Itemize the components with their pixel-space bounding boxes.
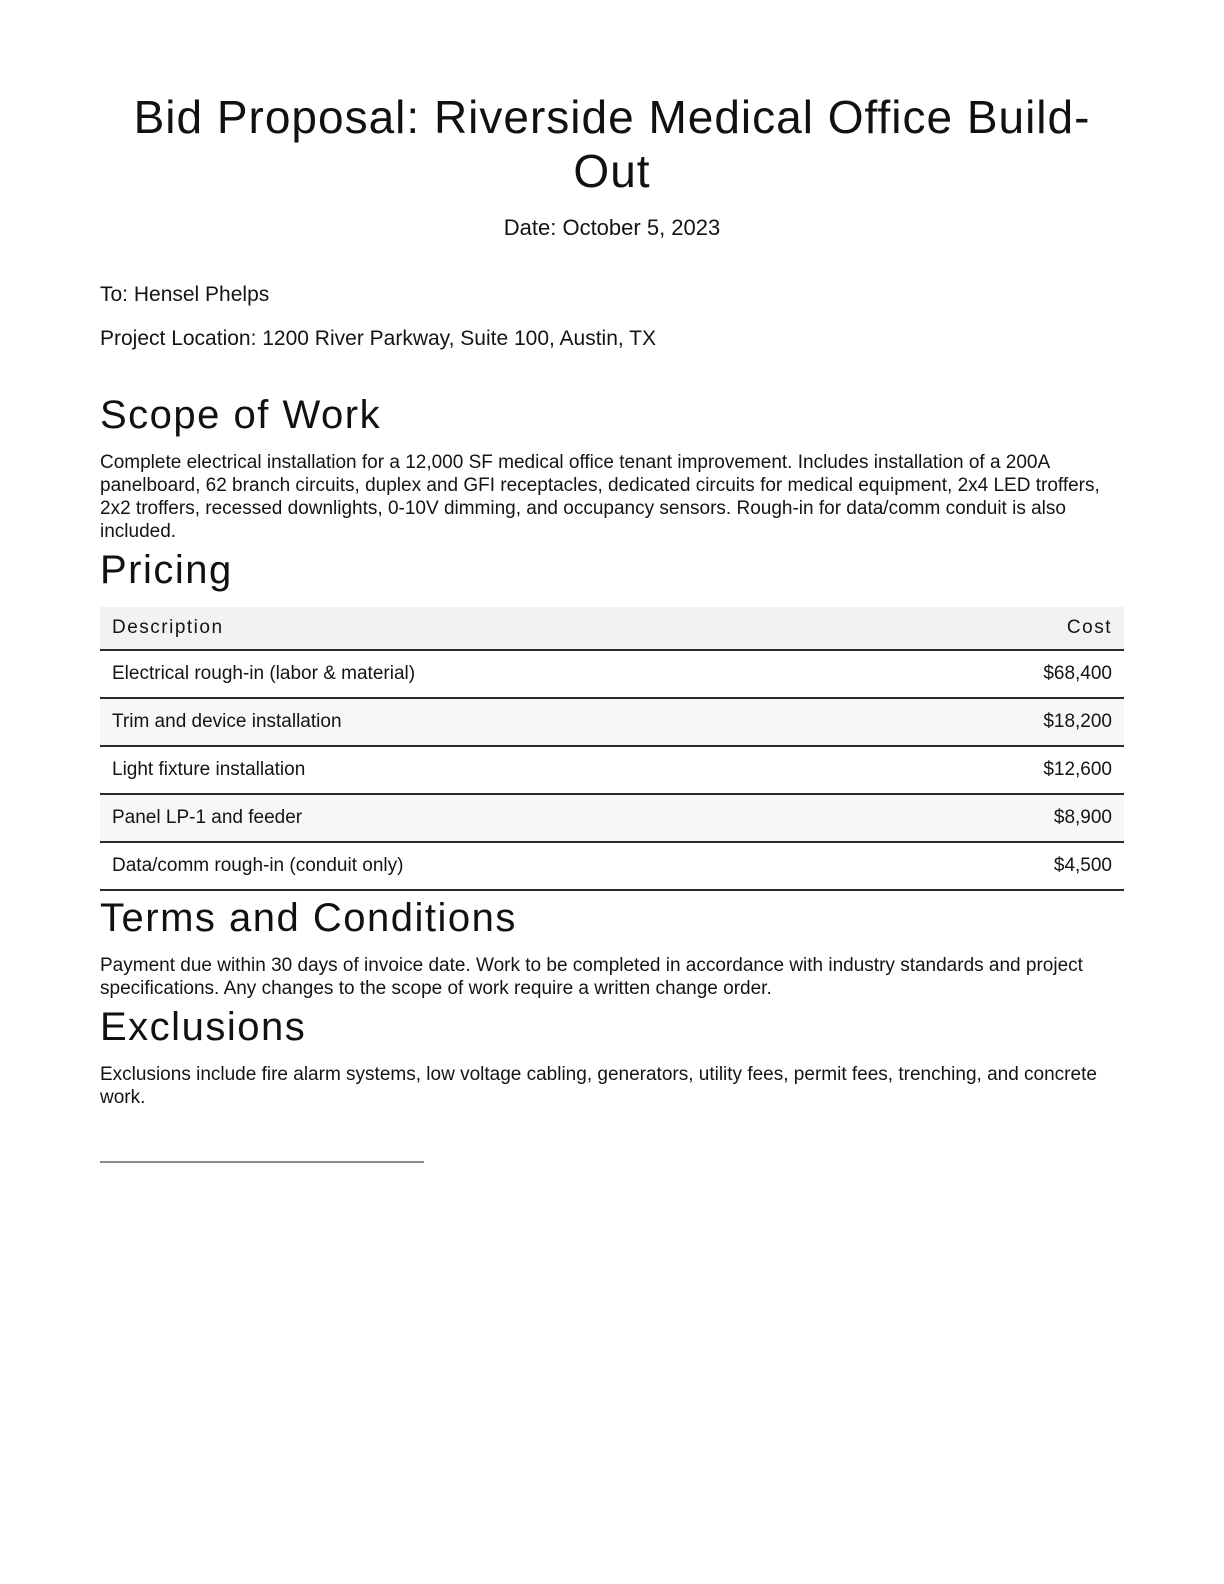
- row-cost: $8,900: [898, 794, 1124, 842]
- project-location-line: Project Location: 1200 River Parkway, Suite 100, Austin, TX: [100, 327, 657, 350]
- pricing-table-header-row: [100, 607, 1124, 650]
- pricing-header-description: Description: [100, 607, 898, 650]
- table-row: [100, 794, 1124, 842]
- table-row: [100, 842, 1124, 890]
- row-description: Light fixture installation: [100, 746, 898, 794]
- scope-of-work-body: Complete electrical installation for a 12,000 SF medical office tenant improvement. Includes installation of a 200A panelboard, 62 branch circuits, duplex and GFI receptacles, dedicated circuits for medical equipment, 2x4 LED troffers, 2x2 troffers, recessed downlights, 0-10V dimming, and occupancy sensors. Rough-in for data/comm conduit is also included.: [100, 452, 1100, 542]
- terms-and-conditions-heading: Terms and Conditions: [100, 896, 517, 940]
- document-content: [0, 90, 1224, 1163]
- pricing-heading: Pricing: [100, 548, 233, 592]
- terms-and-conditions-body: Payment due within 30 days of invoice date. Work to be completed in accordance with industry standards and project specifications. Any changes to the scope of work require a written change order.: [100, 955, 1083, 999]
- row-cost: $18,200: [898, 698, 1124, 746]
- date-line: Date: October 5, 2023: [503, 215, 721, 240]
- pricing-header-cost: Cost: [898, 607, 1124, 650]
- row-cost: $12,600: [898, 746, 1124, 794]
- table-row: [100, 746, 1124, 794]
- row-cost: $4,500: [898, 842, 1124, 890]
- row-cost: $68,400: [898, 650, 1124, 698]
- exclusions-body: Exclusions include fire alarm systems, low voltage cabling, generators, utility fees, permit fees, trenching, and concrete work.: [100, 1064, 1097, 1108]
- row-description: Trim and device installation: [100, 698, 898, 746]
- row-description: Panel LP-1 and feeder: [100, 794, 898, 842]
- signature-line: [100, 1161, 424, 1163]
- pricing-table: [100, 607, 1124, 891]
- page-title: Bid Proposal: Riverside Medical Office Build-Out: [133, 91, 1091, 197]
- row-description: Electrical rough-in (labor & material): [100, 650, 898, 698]
- row-description: Data/comm rough-in (conduit only): [100, 842, 898, 890]
- recipient-line: To: Hensel Phelps: [100, 283, 270, 306]
- scope-of-work-heading: Scope of Work: [100, 393, 382, 437]
- table-row: [100, 650, 1124, 698]
- exclusions-heading: Exclusions: [100, 1005, 307, 1049]
- table-row: [100, 698, 1124, 746]
